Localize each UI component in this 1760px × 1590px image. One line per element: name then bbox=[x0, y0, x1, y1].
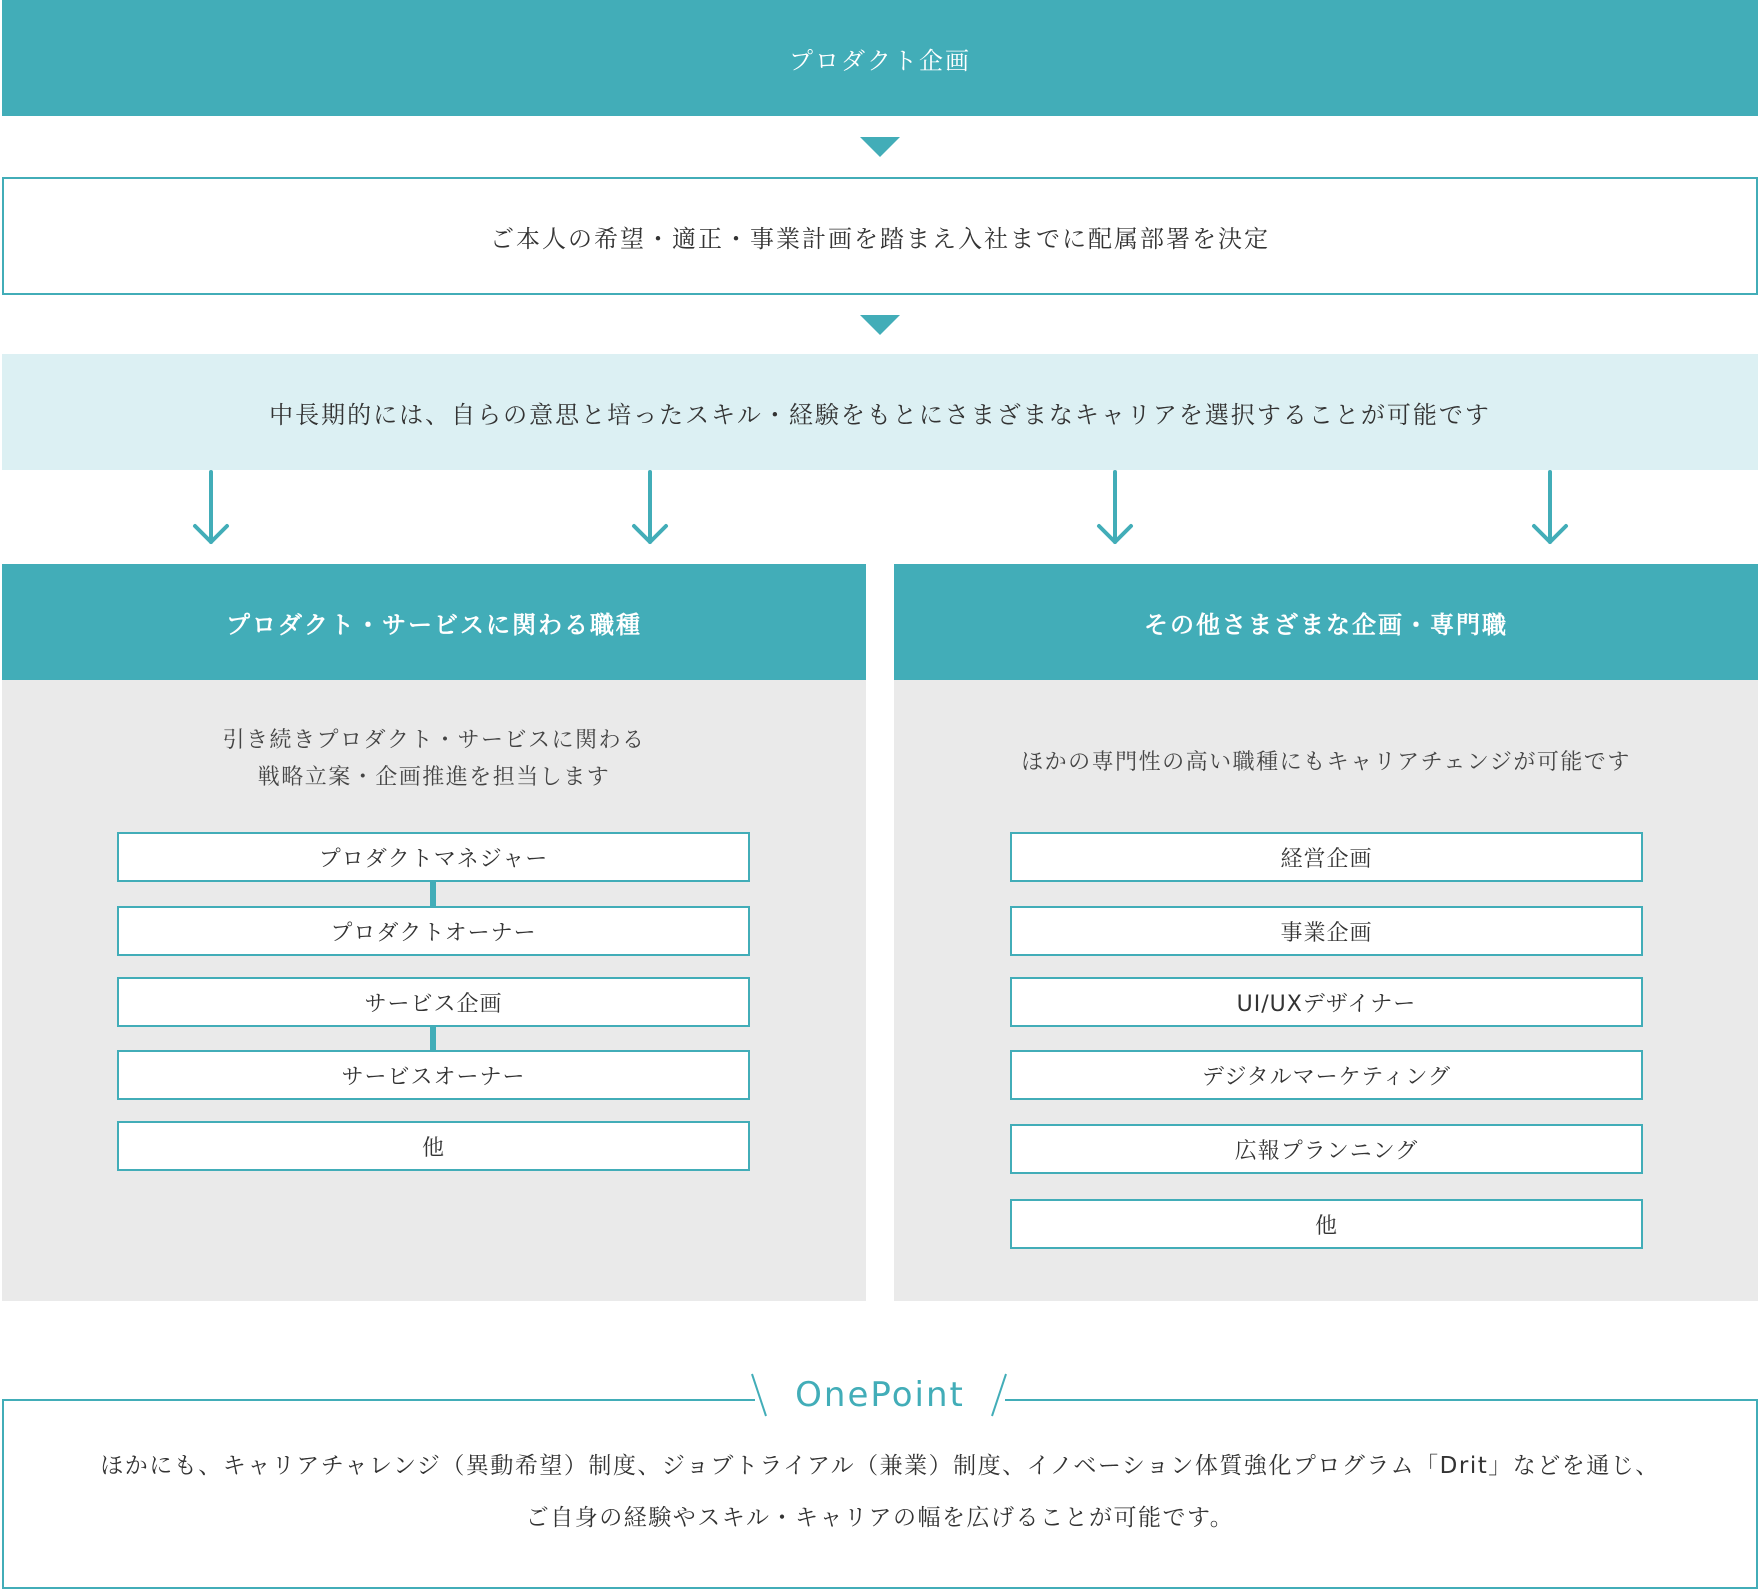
down-triangle-icon bbox=[860, 315, 900, 335]
role-box bbox=[1010, 906, 1643, 956]
product-service-description bbox=[2, 722, 866, 796]
description-line: ほかの専門性の高い職種にもキャリアチェンジが可能です bbox=[1021, 749, 1631, 775]
down-arrow-icon bbox=[634, 472, 666, 542]
description-line: 戦略立案・企画推進を担当します bbox=[257, 765, 611, 790]
long-term-career-text: 中長期的には、自らの意思と培ったスキル・経験をもとにさまざまなキャリアを選択することが可能です bbox=[269, 400, 1491, 429]
role-box bbox=[117, 906, 750, 956]
assignment-decision-text: ご本人の希望・適正・事業計画を踏まえ入社までに配属部署を決定 bbox=[490, 224, 1270, 253]
role-label: 経営企画 bbox=[1280, 846, 1373, 872]
onepoint-line: ほかにも、キャリアチャレンジ（異動希望）制度、ジョブトライアル（兼業）制度、イノベーション体質強化プログラム「Drit」などを通じ、 bbox=[100, 1453, 1660, 1479]
product-planning-label: プロダクト企画 bbox=[789, 46, 971, 75]
role-connector bbox=[430, 1027, 436, 1051]
role-box bbox=[117, 1121, 750, 1171]
role-label: デジタルマーケティング bbox=[1201, 1064, 1452, 1090]
role-box bbox=[117, 832, 750, 882]
other-specialist-description bbox=[894, 742, 1758, 782]
role-label: UI/UXデザイナー bbox=[1236, 991, 1417, 1017]
product-service-header bbox=[2, 564, 866, 680]
role-label: 広報プランニング bbox=[1234, 1138, 1419, 1164]
role-label: 事業企画 bbox=[1280, 920, 1373, 946]
role-label: 他 bbox=[1314, 1213, 1338, 1239]
role-label: サービス企画 bbox=[364, 991, 503, 1017]
onepoint-body bbox=[40, 1440, 1720, 1544]
role-label: プロダクトオーナー bbox=[330, 920, 537, 946]
role-box bbox=[117, 1050, 750, 1100]
role-label: 他 bbox=[421, 1135, 445, 1161]
role-box bbox=[117, 977, 750, 1027]
down-triangle-icon bbox=[860, 137, 900, 157]
other-specialist-header bbox=[894, 564, 1758, 680]
onepoint-line: ご自身の経験やスキル・キャリアの幅を広げることが可能です。 bbox=[525, 1505, 1235, 1531]
product-planning-box bbox=[2, 0, 1758, 116]
onepoint-title bbox=[790, 1370, 970, 1420]
down-arrow-icon bbox=[1534, 472, 1566, 542]
role-box bbox=[1010, 1124, 1643, 1174]
role-box bbox=[1010, 832, 1643, 882]
down-arrow-icon bbox=[195, 472, 227, 542]
product-service-header-label: プロダクト・サービスに関わる職種 bbox=[226, 610, 642, 639]
description-line: 引き続きプロダクト・サービスに関わる bbox=[222, 728, 646, 753]
role-box bbox=[1010, 1199, 1643, 1249]
role-box bbox=[1010, 977, 1643, 1027]
onepoint-title-text: OnePoint bbox=[795, 1375, 965, 1415]
role-box bbox=[1010, 1050, 1643, 1100]
role-label: プロダクトマネジャー bbox=[318, 846, 549, 872]
other-specialist-header-label: その他さまざまな企画・専門職 bbox=[1144, 610, 1508, 639]
branch-arrows bbox=[0, 470, 1760, 550]
role-label: サービスオーナー bbox=[341, 1064, 526, 1090]
down-arrow-icon bbox=[1099, 472, 1131, 542]
long-term-career-box bbox=[2, 354, 1758, 470]
role-connector bbox=[430, 882, 436, 906]
assignment-decision-box bbox=[2, 177, 1758, 295]
